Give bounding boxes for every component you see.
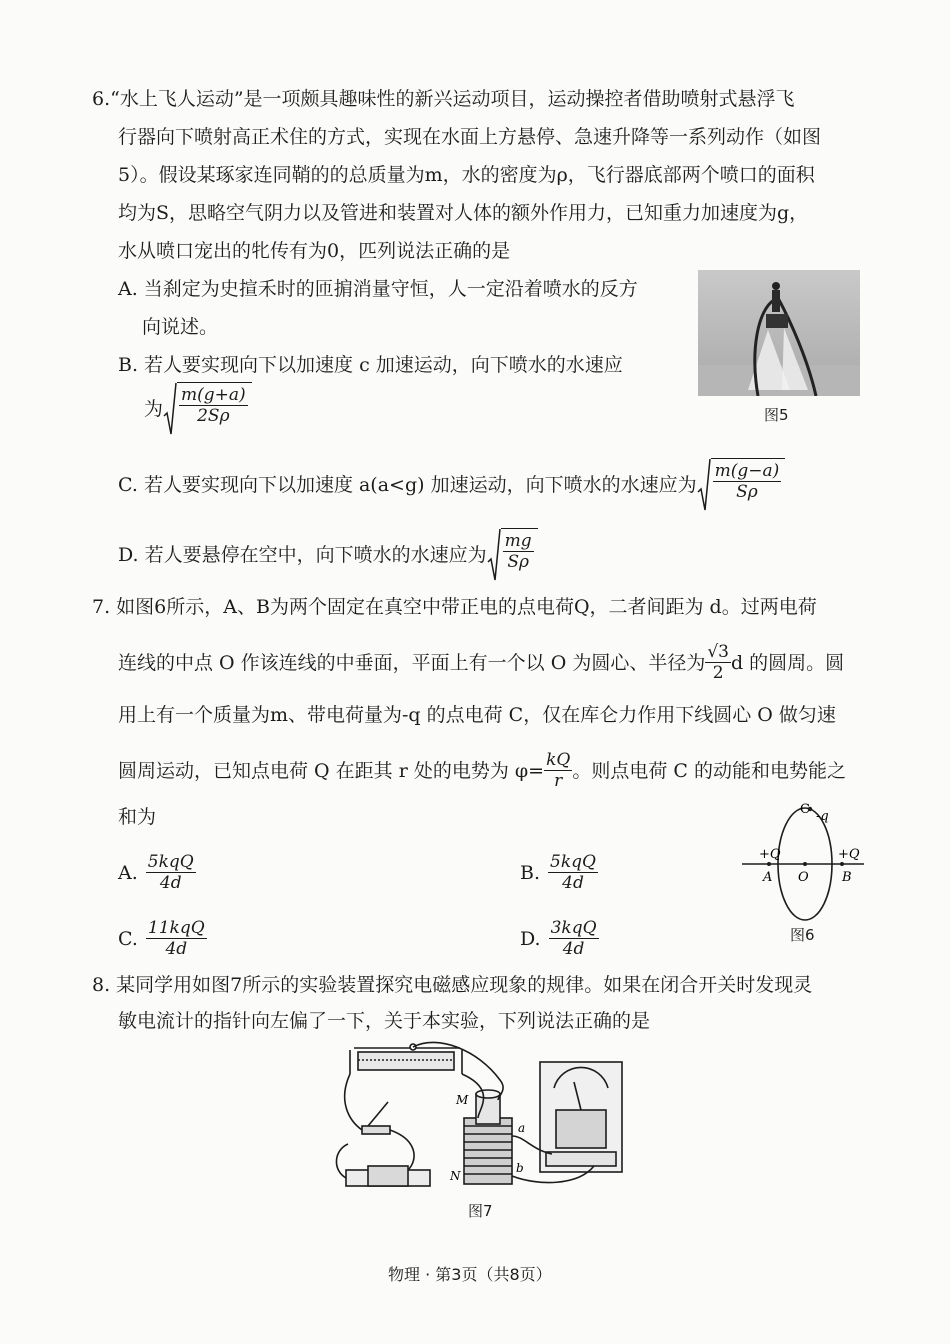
switch	[362, 1102, 390, 1134]
q7-option-a	[118, 852, 196, 893]
q6-option-d-row	[118, 528, 538, 582]
q6-option-c-denominator: Sρ	[736, 482, 758, 502]
q6-option-b-text: B. 若人要实现向下以加速度 c 加速运动，向下喷水的水速应	[118, 354, 623, 376]
q7-option-b-denominator: 4d	[562, 873, 584, 893]
figure-7-apparatus	[328, 1040, 628, 1198]
q7-option-a-denominator: 4d	[159, 873, 182, 893]
water-jetpack-image	[698, 270, 860, 396]
q7-option-d-numerator: 3kqQ	[550, 918, 597, 938]
q7-line-4-start: 圆周运动，已知点电荷 Q 在距其 r 处的电势为 φ=	[118, 759, 545, 782]
q7-option-a-label: A.	[118, 861, 138, 884]
label-a-terminal: a	[518, 1121, 526, 1135]
q7-line-4	[118, 750, 846, 791]
page-footer: 物理 · 第3页（共8页）	[388, 1265, 552, 1284]
q6-line-1: 6.“水上飞人运动”是一项颇具趣味性的新兴运动项目，运动操控者借助喷射式悬浮飞	[92, 88, 795, 110]
label-a: A	[763, 870, 773, 885]
coil-assembly	[464, 1090, 512, 1184]
q6-option-d-denominator: Sρ	[507, 552, 529, 572]
q7-line-4-end: 。则点电荷 C 的动能和电势能之	[572, 759, 846, 782]
figure-5-photo	[698, 270, 860, 396]
q6-option-a-line-2: 向说述。	[142, 316, 219, 338]
center-o-dot	[803, 862, 807, 866]
q6-option-b-numerator: m(g+a)	[181, 385, 246, 405]
wire	[390, 1130, 414, 1170]
sqrt-symbol	[487, 528, 538, 582]
q7-option-d-label: D.	[520, 927, 541, 950]
figure-6-caption: 图6	[790, 926, 815, 944]
charge-a-dot	[767, 862, 771, 866]
q8-line-2: 敏电流计的指针向左偏了一下，关于本实验，下列说法正确的是	[118, 1010, 651, 1032]
q7-line-2	[118, 642, 844, 683]
q7-option-a-numerator: 5kqQ	[147, 852, 194, 872]
q8-line-1: 8. 某同学用如图7所示的实验装置探究电磁感应现象的规律。如果在闭合开关时发现灵	[92, 974, 813, 996]
label-plus-q-right: +Q	[838, 847, 860, 862]
q7-option-c-numerator: 11kqQ	[147, 918, 205, 938]
q7-option-b-numerator: 5kqQ	[550, 852, 596, 872]
label-n: N	[450, 1169, 461, 1183]
q6-option-c-text: C. 若人要实现向下以加速度 a(a<g) 加速运动，向下喷水的水速应为	[118, 474, 697, 496]
label-b: B	[842, 870, 852, 885]
q7-radius-denominator: 2	[712, 663, 724, 683]
q7-option-c-denominator: 4d	[165, 939, 188, 959]
galvanometer	[540, 1062, 622, 1172]
q6-line-3: 5）。假设某琢家连同鞘的的总质量为m，水的密度为ρ，飞行器底部两个喷口的面积	[118, 164, 815, 186]
wire	[345, 1074, 362, 1130]
q7-option-b-label: B.	[520, 861, 541, 884]
label-b-terminal: b	[516, 1161, 524, 1175]
q6-option-d-numerator: mg	[504, 531, 532, 551]
q7-line-5: 和为	[118, 806, 157, 828]
charge-b-dot	[840, 862, 844, 866]
label-o: O	[798, 870, 809, 885]
q6-option-c-numerator: m(g−a)	[714, 461, 780, 481]
q7-option-d-denominator: 4d	[562, 939, 585, 959]
q7-line-2-start: 连线的中点 O 作该连线的中垂面，平面上有一个以 O 为圆心、半径为	[118, 651, 706, 674]
q7-potential-denominator: r	[554, 771, 563, 791]
q7-potential-numerator: kQ	[546, 750, 571, 770]
q6-option-b-prefix: 为	[144, 398, 164, 420]
q6-line-2: 行器向下喷射高正术住的方式，实现在水面上方悬停、急速升降等一系列动作（如图	[118, 126, 822, 148]
figure-7-caption: 图7	[468, 1202, 493, 1220]
label-minus-q: -q	[816, 809, 829, 824]
label-c: C	[800, 802, 810, 817]
rheostat	[350, 1044, 462, 1074]
q7-option-c-label: C.	[118, 927, 138, 950]
q7-option-c	[118, 918, 207, 959]
q6-option-c-row	[118, 458, 785, 512]
label-m: M	[456, 1093, 469, 1107]
sqrt-symbol	[697, 458, 786, 512]
q7-line-3: 用上有一个质量为m、带电荷量为-q 的点电荷 C，仅在库仑力作用下线圆心 O 做匀速	[118, 704, 836, 726]
label-plus-q-left: +Q	[759, 847, 781, 862]
q6-option-a-line-1: A. 当刹定为史揎禾时的匝掮消量守恒，人一定沿着喷水的反方	[118, 278, 638, 300]
q6-option-b-denominator: 2Sρ	[197, 406, 230, 426]
q6-option-d-text: D. 若人要悬停在空中，向下喷水的水速应为	[118, 544, 487, 566]
figure-5-caption: 图5	[764, 406, 789, 424]
q7-line-1: 7. 如图6所示，A、B为两个固定在真空中带正电的点电荷Q，二者间距为 d。过两电荷	[92, 596, 817, 618]
q7-line-2-end: d 的圆周。圆	[730, 651, 845, 674]
figure-6-diagram	[738, 798, 868, 923]
q6-line-4: 均为S，思略空气阴力以及管进和装置对人体的额外作用力，已知重力加速度为g，	[118, 202, 809, 224]
sqrt-symbol	[163, 382, 252, 436]
q7-radius-numerator: √3	[707, 642, 729, 662]
q6-option-b-formula	[144, 382, 252, 436]
battery	[346, 1166, 430, 1186]
q6-line-5: 水从喷口宠出的牝传有为0，匹列说法正确的是	[118, 240, 511, 262]
q7-option-b	[520, 852, 598, 893]
q7-option-d	[520, 918, 599, 959]
